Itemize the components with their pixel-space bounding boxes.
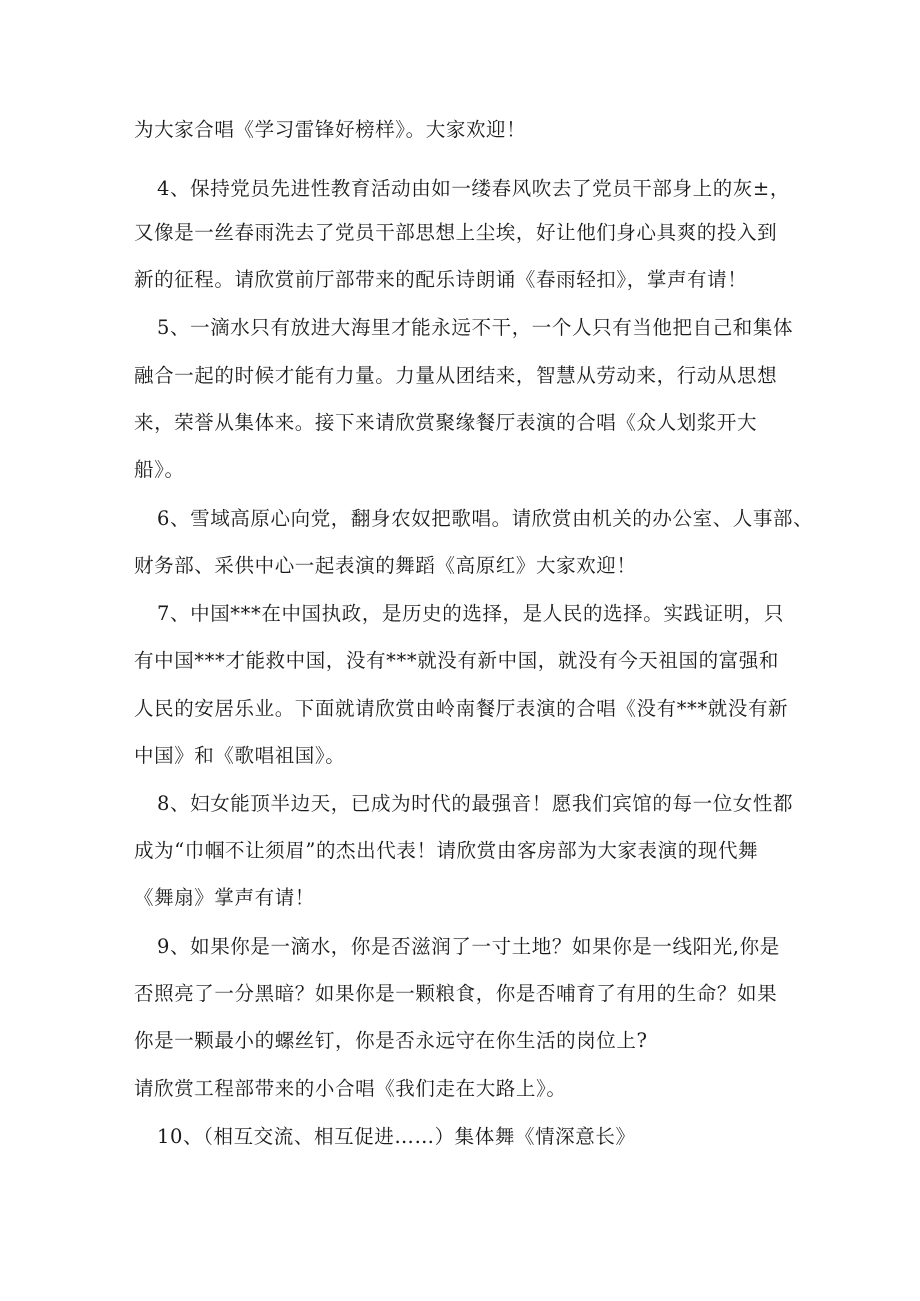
paragraph-9-line-2: 否照亮了一分黑暗？如果你是一颗粮食，你是否哺育了有用的生命？如果 [134, 982, 778, 1005]
paragraph-7-line-3: 人民的安居乐业。下面就请欣赏由岭南餐厅表演的合唱《没有***就没有新 [134, 697, 789, 720]
paragraph-9-line-3: 你是一颗最小的螺丝钉，你是否永远守在你生活的岗位上? [134, 1029, 648, 1052]
paragraph-10-line-1: 10、（相互交流、相互促进……）集体舞《情深意长》 [157, 1125, 636, 1148]
paragraph-6-line-1: 6、雪域高原心向党，翻身农奴把歌唱。请欣赏由机关的办公室、人事部、 [157, 507, 814, 530]
paragraph-7-line-2: 有中国***才能救中国，没有***就没有新中国，就没有今天祖国的富强和 [134, 649, 780, 672]
text-line-1: 为大家合唱《学习雷锋好榜样》。大家欢迎！ [134, 118, 527, 141]
paragraph-8-line-3: 《舞扇》掌声有请！ [134, 886, 315, 909]
paragraph-5-line-1: 5、一滴水只有放进大海里才能永远不干，一个人只有当他把自己和集体 [157, 316, 794, 339]
paragraph-5-line-4: 船》。 [134, 458, 185, 481]
paragraph-8-line-1: 8、妇女能顶半边天，已成为时代的最强音！愿我们宾馆的每一位女性都 [157, 792, 794, 815]
paragraph-6-line-2: 财务部、采供中心一起表演的舞蹈《高原红》大家欢迎！ [134, 554, 637, 577]
paragraph-9-line-1: 9、如果你是一滴水，你是否滋润了一寸土地？如果你是一线阳光,你是 [157, 935, 780, 958]
paragraph-9-line-4: 请欣赏工程部带来的小合唱《我们走在大路上》。 [134, 1077, 567, 1100]
paragraph-7-line-4: 中国》和《歌唱祖国》。 [134, 744, 346, 767]
paragraph-8-line-2: 成为“巾帼不让须眉”的杰出代表！请欣赏由客房部为大家表演的现代舞 [134, 839, 759, 862]
paragraph-7-line-1: 7、中国***在中国执政，是历史的选择，是人民的选择。实践证明，只 [157, 602, 784, 625]
paragraph-4-line-3: 新的征程。请欣赏前厅部带来的配乐诗朗诵《春雨轻扣》，掌声有请！ [134, 268, 748, 291]
paragraph-4-line-1: 4、保持党员先进性教育活动由如一缕春风吹去了党员干部身上的灰±， [157, 177, 790, 200]
paragraph-5-line-2: 融合一起的时候才能有力量。力量从团结来，智慧从劳动来，行动从思想 [134, 364, 778, 387]
paragraph-4-line-2: 又像是一丝春雨洗去了党员干部思想上尘埃，好让他们身心具爽的投入到 [134, 221, 778, 244]
paragraph-5-line-3: 来，荣誉从集体来。接下来请欣赏聚缘餐厅表演的合唱《众人划浆开大 [134, 411, 758, 434]
